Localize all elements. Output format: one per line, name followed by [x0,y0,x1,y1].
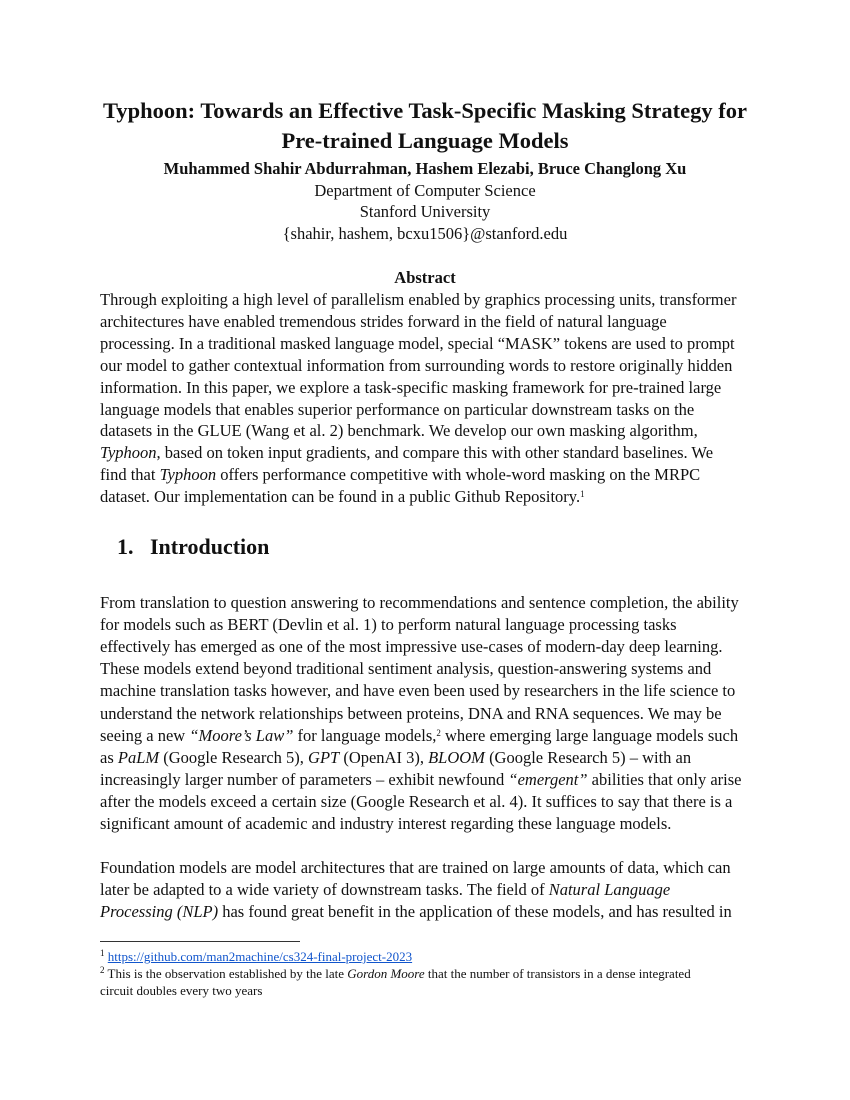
text-run: increasingly larger number of parameters – exhibit newfound [100,769,509,789]
text-run: architectures have enabled tremendous strides forward in the field of natural language [100,311,667,331]
text-run: information. In this paper, we explore a task-specific masking framework for pre-trained large [100,377,722,397]
abstract-line [100,443,713,463]
text-run: later be adapted to a wide variety of downstream tasks. The field of [100,880,549,900]
text-run: datasets in the GLUE (Wang et al. 2) benchmark. We develop our own masking algorithm, [100,421,698,441]
italic-text: GPT [308,747,340,767]
text-run: has found great benefit in the application of these models, and has resulted in [218,902,732,922]
intro-line [100,770,742,790]
intro-line [100,704,722,724]
text-run: (OpenAI 3), [339,747,429,767]
text-run: abilities that only arise [587,769,742,789]
text-run: that the number of transistors in a dense integrated [424,966,691,981]
footnote-ref: 2 [436,727,441,738]
text-run: seeing a new [100,725,190,745]
text-run: significant amount of academic and industry interest regarding these language models. [100,814,672,833]
emails: {shahir, hashem, bcxu1506}@stanford.edu [282,224,568,243]
intro-line [100,814,671,834]
text-run: (Google Research 5) – with an [484,747,692,767]
text-run: From translation to question answering to recommendations and sentence completion, the ability [100,593,739,612]
text-run: understand the network relationships between proteins, DNA and RNA sequences. We may be [100,703,722,723]
intro-line [100,615,677,635]
italic-text: Natural Language [548,880,671,900]
university: Stanford University [359,202,491,221]
intro-line [100,659,711,679]
text-run: effectively has emerged as one of the most impressive use-cases of modern-day deep learning. [100,637,723,657]
abstract-line [100,334,735,354]
italic-text: Processing (NLP) [100,902,219,922]
intro-line [100,858,731,878]
paper-title-line-1: Typhoon: Towards an Effective Task-Specific Masking Strategy for [103,98,747,123]
text-run: where emerging large language models such [440,725,739,745]
italic-text: Typhoon [100,443,157,463]
intro-line [100,792,732,812]
footnote-ref: 1 [580,489,585,500]
abstract-line [100,290,736,310]
intro-line [100,902,732,922]
text-run: for models such as BERT (Devlin et al. 1) to perform natural language processing tasks [100,615,677,635]
footnote-1-mark: 1 [100,948,105,958]
text-run: language models that enables superior performance on particular downstream tasks on the [100,399,695,419]
abstract-line [100,378,721,398]
text-run: dataset. Our implementation can be found in a public Github Repository. [100,487,581,507]
abstract-line [100,400,694,420]
footnote-divider [100,941,300,942]
italic-text: BLOOM [428,747,485,767]
text-run: for language models, [293,725,437,745]
footnote-2-line-1 [108,966,691,981]
text-run: (Google Research 5), [159,747,309,767]
text-run: offers performance competitive with whole-word masking on the MRPC [216,465,701,485]
paper-title-line-2: Pre-trained Language Models [281,128,569,153]
text-run: Through exploiting a high level of parallelism enabled by graphics processing units, transformer [100,290,737,309]
abstract-heading: Abstract [394,268,456,287]
italic-text: “emergent” [508,769,588,789]
abstract-line [100,356,732,376]
text-run: This is the observation established by the late [107,966,348,981]
text-run: machine translation tasks however, and have even been used by researchers in the life science to [100,681,736,701]
section-number: 1. [117,534,134,559]
intro-line [100,726,738,746]
section-title: Introduction [150,534,270,559]
text-run: , based on token input gradients, and compare this with other standard baselines. We [156,443,714,463]
section-heading [117,534,269,560]
footnote-2-mark: 2 [100,965,105,975]
github-repo-link[interactable]: https://github.com/man2machine/cs324-final-project-2023 [107,949,413,964]
footnote-2 [100,966,691,982]
abstract-line [100,487,585,507]
intro-line [100,880,670,900]
text-run: our model to gather contextual information from surrounding words to restore originally hidden [100,355,733,375]
italic-text: Typhoon [159,465,217,485]
abstract-line [100,465,700,485]
footnote-2-line-2: circuit doubles every two years [100,983,263,998]
italic-text: PaLM [117,747,160,767]
intro-line [100,593,739,613]
intro-line [100,681,735,701]
abstract-line [100,312,667,332]
intro-line [100,748,691,768]
italic-text: “Moore’s Law” [189,725,294,745]
text-run: after the models exceed a certain size (Google Research et al. 4). It suffices to say that there is a [100,791,733,811]
text-run: These models extend beyond traditional sentiment analysis, question-answering systems and [100,659,712,679]
authors: Muhammed Shahir Abdurrahman, Hashem Elezabi, Bruce Changlong Xu [163,159,687,178]
text-run: processing. In a traditional masked language model, special “MASK” tokens are used to prompt [100,333,735,353]
footnote-1 [100,949,412,965]
intro-line [100,637,723,657]
text-run: as [100,747,118,767]
text-run: find that [100,465,160,485]
italic-text: Gordon Moore [347,966,425,981]
department: Department of Computer Science [314,181,536,200]
abstract-line [100,421,698,441]
text-run: Foundation models are model architectures that are trained on large amounts of data, which can [100,858,731,877]
